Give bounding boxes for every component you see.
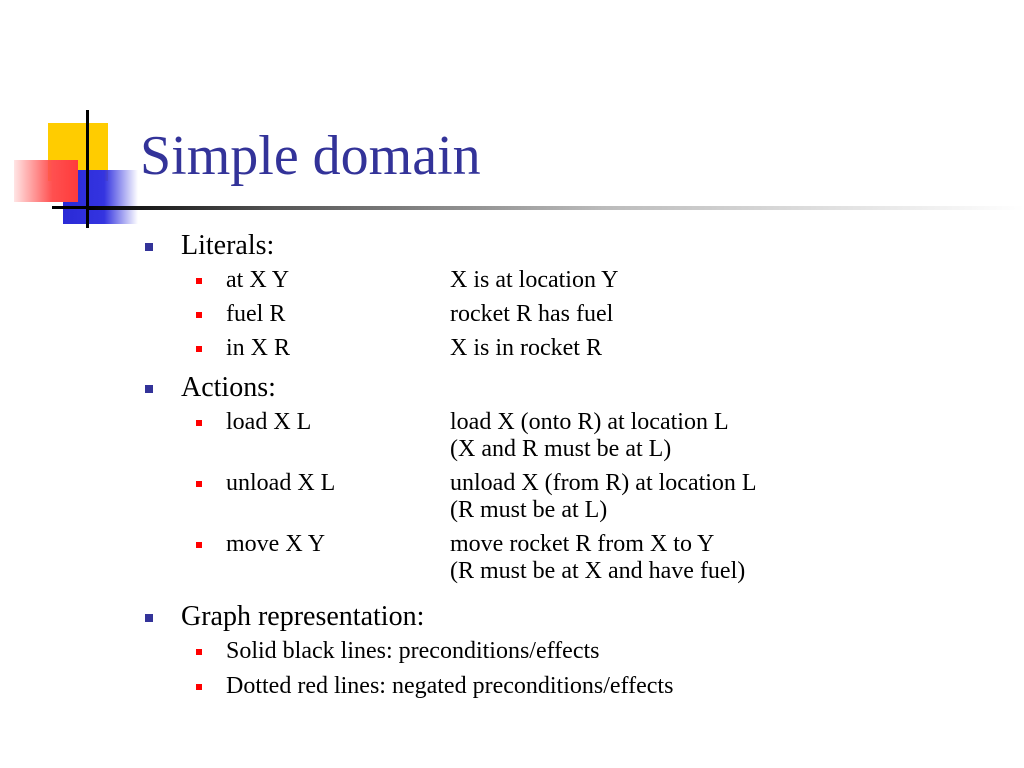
square-bullet-icon	[196, 420, 202, 426]
list-item	[0, 335, 1024, 367]
list-item	[0, 409, 1024, 470]
action-term: move X Y	[226, 531, 326, 557]
square-bullet-icon	[196, 684, 202, 690]
action-term: load X L	[226, 409, 312, 435]
section-actions	[0, 367, 1024, 596]
literal-term: at X Y	[226, 267, 290, 293]
colored-squares-logo-icon	[0, 0, 140, 240]
section-heading	[0, 367, 1024, 409]
action-description: load X (onto R) at location L	[450, 409, 729, 435]
list-item	[0, 301, 1024, 335]
literal-description: rocket R has fuel	[450, 301, 614, 327]
logo-vertical-line	[86, 110, 89, 228]
square-bullet-icon	[196, 278, 202, 284]
action-precondition: (X and R must be at L)	[450, 436, 672, 462]
square-bullet-icon	[145, 614, 153, 622]
square-bullet-icon	[145, 385, 153, 393]
square-bullet-icon	[196, 542, 202, 548]
action-term: unload X L	[226, 470, 336, 496]
literal-term: in X R	[226, 335, 291, 361]
literal-term: fuel R	[226, 301, 286, 327]
action-precondition: (R must be at L)	[450, 497, 608, 523]
section-heading-text: Literals:	[181, 230, 275, 261]
graph-item-text: Solid black lines: preconditions/effects	[226, 638, 600, 664]
section-graph-representation	[0, 596, 1024, 708]
list-item	[0, 531, 1024, 596]
square-bullet-icon	[196, 312, 202, 318]
literal-description: X is at location Y	[450, 267, 619, 293]
section-heading	[0, 596, 1024, 638]
graph-item-text: Dotted red lines: negated preconditions/effects	[226, 673, 674, 699]
square-bullet-icon	[196, 481, 202, 487]
section-heading	[0, 225, 1024, 267]
section-heading-text: Actions:	[181, 372, 276, 403]
action-description: unload X (from R) at location L	[450, 470, 757, 496]
action-precondition: (R must be at X and have fuel)	[450, 558, 746, 584]
square-bullet-icon	[196, 649, 202, 655]
square-bullet-icon	[196, 346, 202, 352]
slide-title: Simple domain	[140, 125, 481, 187]
list-item	[0, 470, 1024, 531]
slide-content	[0, 225, 1024, 708]
action-description: move rocket R from X to Y	[450, 531, 715, 557]
section-literals	[0, 225, 1024, 367]
red-square	[14, 160, 78, 202]
list-item	[0, 673, 1024, 708]
square-bullet-icon	[145, 243, 153, 251]
title-underline-rule	[88, 206, 1024, 210]
list-item	[0, 638, 1024, 673]
section-heading-text: Graph representation:	[181, 601, 425, 632]
list-item	[0, 267, 1024, 301]
literal-description: X is in rocket R	[450, 335, 602, 361]
